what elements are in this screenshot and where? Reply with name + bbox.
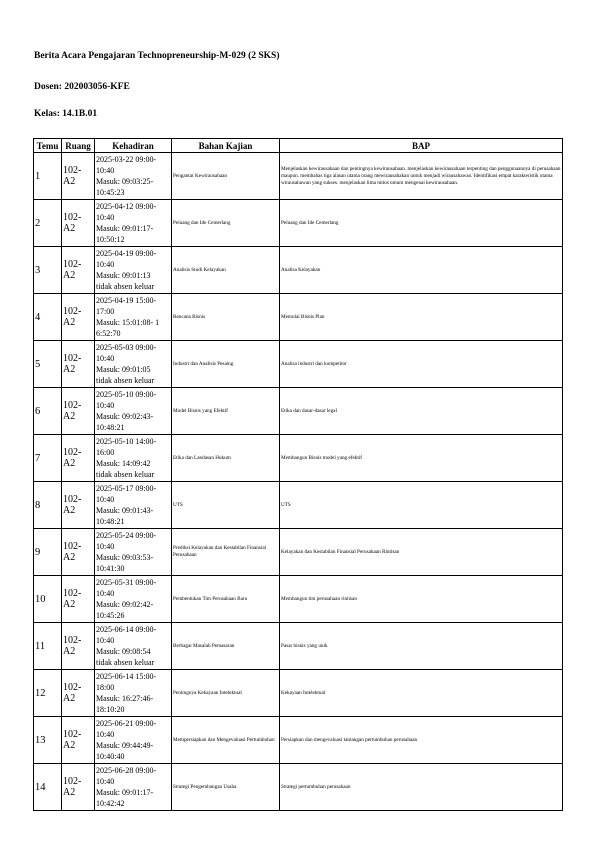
room-cell: 102-A2 [62,576,95,623]
meeting-number: 14 [34,764,62,811]
attendance-cell [95,247,172,294]
attendance-line: tidak absen keluar [96,376,155,385]
topic-cell: Model Bisnis yang Efektif [172,388,280,435]
column-header-ruang: Ruang [62,139,95,153]
attendance-line: Masuk: 14:09:42 [96,459,151,468]
attendance-line: 10:48:21 [96,517,125,526]
attendance-line: 10:40 [96,730,115,739]
table-row [34,341,563,388]
attendance-line: 10:40:40 [96,752,125,761]
table-row [34,717,563,764]
meeting-number: 7 [34,435,62,482]
bap-cell: Etika dan dasar-dasar legal [280,388,563,435]
attendance-line: Masuk: 09:02:42- [96,600,154,609]
attendance-line: 2025-05-31 09:00- [96,578,157,587]
room-cell: 102-A2 [62,200,95,247]
attendance-line: 2025-06-21 09:00- [96,719,157,728]
document-title: Berita Acara Pengajaran Technopreneurship-M-029 (2 SKS) [34,51,280,61]
attendance-cell [95,482,172,529]
attendance-cell [95,200,172,247]
attendance-line: 10:40 [96,401,115,410]
meeting-number: 5 [34,341,62,388]
attendance-line: 10:48:21 [96,423,125,432]
bap-cell: UTS [280,482,563,529]
topic-cell: Etika dan Landasan Hukum [172,435,280,482]
attendance-line: 2025-03-22 09:00- [96,155,157,164]
table-row [34,200,563,247]
topic-cell: Prediksi Kelayakan dan Kestabilan Finansial Perusahaan [172,529,280,576]
attendance-line: Masuk: 09:01:17- [96,224,154,233]
attendance-line: 2025-06-14 15:00- [96,672,157,681]
attendance-line: Masuk: 09:03:25- [96,177,154,186]
table-row [34,623,563,670]
attendance-line: Masuk: 15:01:08- 1 [96,318,160,327]
column-header-bahan-kajian: Bahan Kajian [172,139,280,153]
topic-cell: Rencana Bisnis [172,294,280,341]
attendance-cell [95,153,172,200]
room-cell: 102-A2 [62,435,95,482]
attendance-line: Masuk: 09:01:43- [96,506,154,515]
topic-cell: UTS [172,482,280,529]
table-row [34,529,563,576]
room-cell: 102-A2 [62,247,95,294]
attendance-line: Masuk: 09:03:53- [96,553,154,562]
attendance-line: 2025-05-17 09:00- [96,484,157,493]
table-row [34,247,563,294]
meeting-number: 2 [34,200,62,247]
table-row [34,576,563,623]
attendance-line: 10:50:12 [96,235,125,244]
attendance-line: 2025-04-19 15:00- [96,296,157,305]
attendance-line: 10:40 [96,354,115,363]
topic-cell: Pentingnya Kekayaan Intelektual [172,670,280,717]
attendance-line: 2025-04-12 09:00- [96,202,157,211]
bap-cell: Persiapkan dan mengevaluasi tantangan pertumbuhan perusahaan [280,717,563,764]
attendance-line: Masuk: 09:01:05 [96,365,151,374]
teaching-report-table [33,138,563,811]
bap-cell: Menjelaskan kewirausahaan dan pentingnya kewirausahaan. menjelaskan kewirausahaan terpenting dan penggunaannya di perusahaan maupun. membahas tiga alasan utama orang mewirausahakan untuk menjadi wirausahawan. Identifikasi empat karakteristik utama wirausahawan yang sukses. menjelaskan lima mitos umum mengenai kewirausahaan. [280,153,563,200]
attendance-cell [95,623,172,670]
attendance-cell [95,388,172,435]
attendance-cell [95,294,172,341]
attendance-cell [95,576,172,623]
meeting-number: 1 [34,153,62,200]
topic-cell: Peluang dan Ide Cemerlang [172,200,280,247]
attendance-line: 10:42:42 [96,799,125,808]
attendance-line: 10:40 [96,260,115,269]
attendance-line: 2025-06-14 09:00- [96,625,157,634]
attendance-line: 2025-05-10 14:00- [96,437,157,446]
room-cell: 102-A2 [62,153,95,200]
table-row [34,153,563,200]
attendance-line: 10:40 [96,166,115,175]
attendance-line: 17:00 [96,307,115,316]
topic-cell: Strategi Pengembangan Usaha [172,764,280,811]
room-cell: 102-A2 [62,764,95,811]
table-row [34,670,563,717]
attendance-line: tidak absen keluar [96,658,155,667]
attendance-line: 6:52:70 [96,329,121,338]
meeting-number: 3 [34,247,62,294]
table-row [34,435,563,482]
bap-cell: Strategi pertumbuhan perusahaan [280,764,563,811]
room-cell: 102-A2 [62,388,95,435]
attendance-line: 16:00 [96,448,115,457]
attendance-line: 2025-06-28 09:00- [96,766,157,775]
attendance-line: 2025-05-10 09:00- [96,390,157,399]
attendance-line: 18:10:20 [96,705,125,714]
bap-cell: Peluang dan Ide Cemerlang [280,200,563,247]
attendance-line: Masuk: 09:08:54 [96,647,151,656]
attendance-line: tidak absen keluar [96,470,155,479]
room-cell: 102-A2 [62,482,95,529]
table-row [34,388,563,435]
table-row [34,764,563,811]
attendance-line: Masuk: 09:02:43- [96,412,154,421]
attendance-cell [95,341,172,388]
table-header-row [34,139,563,153]
attendance-line: 10:45:23 [96,188,125,197]
attendance-cell [95,670,172,717]
room-cell: 102-A2 [62,670,95,717]
table-row [34,294,563,341]
bap-cell: Membangun Bisnis model yang efektif [280,435,563,482]
class-label: Kelas: 14.1B.01 [34,109,98,119]
lecturer-label: Dosen: 202003056-KFE [34,82,130,92]
topic-cell: Pembentukan Tim Perusahaan Baru [172,576,280,623]
meeting-number: 4 [34,294,62,341]
attendance-line: Masuk: 09:01:17- [96,788,154,797]
attendance-line: Masuk: 09:44:49- [96,741,154,750]
attendance-line: 18:00 [96,683,115,692]
room-cell: 102-A2 [62,341,95,388]
table-row [34,482,563,529]
meeting-number: 8 [34,482,62,529]
topic-cell: Industri dan Analisis Pesaing [172,341,280,388]
topic-cell: Analisis Studi Kelayakan [172,247,280,294]
attendance-line: tidak absen keluar [96,282,155,291]
bap-cell: Membangun tim perusahaan rintisan [280,576,563,623]
topic-cell: Pengantar Kewirausahaan [172,153,280,200]
bap-cell: Memulai Bisnis Plan [280,294,563,341]
room-cell: 102-A2 [62,717,95,764]
attendance-line: 10:45:26 [96,611,125,620]
attendance-line: Masuk: 16:27:46- [96,694,154,703]
attendance-line: 2025-05-24 09:00- [96,531,157,540]
attendance-line: 10:41:30 [96,564,125,573]
topic-cell: Berbagai Masalah Pemasaran [172,623,280,670]
attendance-line: 2025-05-03 09:00- [96,343,157,352]
room-cell: 102-A2 [62,623,95,670]
meeting-number: 10 [34,576,62,623]
bap-cell: Kelayakan dan Kestabilan Finansial Perusahaan Rintisan [280,529,563,576]
bap-cell: Analisa industri dan kompetitor [280,341,563,388]
meeting-number: 9 [34,529,62,576]
attendance-line: 10:40 [96,589,115,598]
meeting-number: 6 [34,388,62,435]
meeting-number: 12 [34,670,62,717]
attendance-cell [95,717,172,764]
attendance-line: 10:40 [96,636,115,645]
bap-cell: Kekayaan Intelektual [280,670,563,717]
room-cell: 102-A2 [62,294,95,341]
attendance-line: Masuk: 09:01:13 [96,271,151,280]
attendance-line: 10:40 [96,542,115,551]
attendance-line: 10:40 [96,495,115,504]
bap-cell: Analisa Kelayakan [280,247,563,294]
bap-cell: Pasar bisnis yang unik [280,623,563,670]
attendance-cell [95,764,172,811]
room-cell: 102-A2 [62,529,95,576]
attendance-cell [95,529,172,576]
column-header-bap: BAP [280,139,563,153]
meeting-number: 13 [34,717,62,764]
column-header-kehadiran: Kehadiran [95,139,172,153]
attendance-line: 2025-04-19 09:00- [96,249,157,258]
attendance-line: 10:40 [96,777,115,786]
attendance-line: 10:40 [96,213,115,222]
attendance-cell [95,435,172,482]
column-header-temu: Temu [34,139,62,153]
meeting-number: 11 [34,623,62,670]
topic-cell: Mempersiapkan dan Mengevaluasi Pertumbuhan [172,717,280,764]
